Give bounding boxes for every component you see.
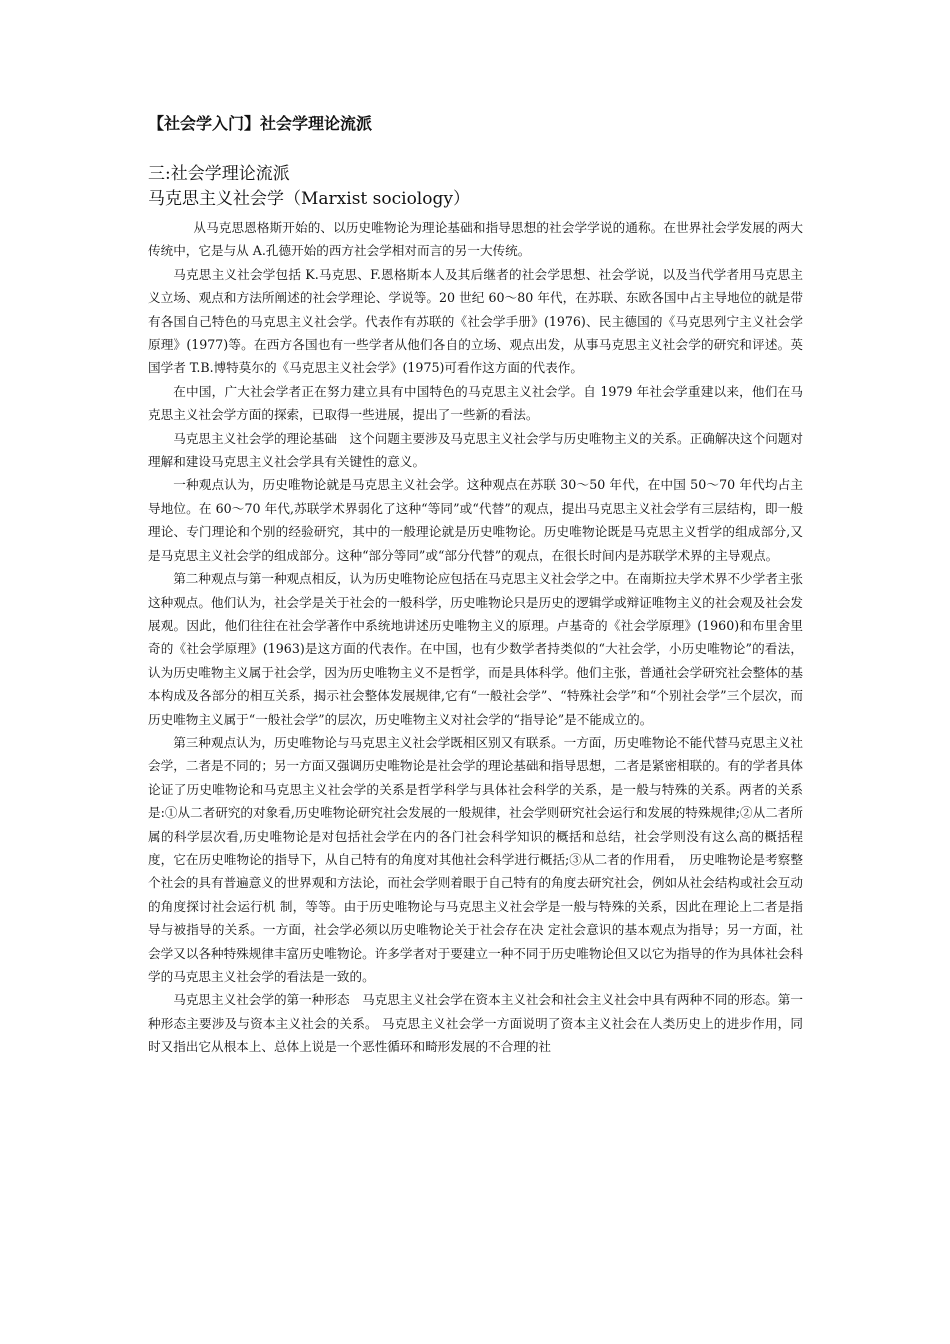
paragraph-second-view: 第二种观点与第一种观点相反，认为历史唯物论应包括在马克思主义社会学之中。在南斯拉夫学术界不少学者主张这种观点。他们认为，社会学是关于社会的一般科学，历史唯物论只是历史的逻辑学或辩证唯物主义的社会观及社会发展观。因此，他们往往在社会学著作中系统地讲述历史唯物主义的原理。卢基奇的《社会学原理》(1960)和布里舍里奇的《社会学原理》(1963)是这方面的代表作。在中国，也有少数学者持类似的“大社会学，小历史唯物论”的看法，认为历史唯物主义属于社会学，因为历史唯物主义不是哲学，而是具体科学。他们主张，普通社会学研究社会整体的基本构成及各部分的相互关系，揭示社会整体发展规律,它有“一般社会学”、“特殊社会学”和“个别社会学”三个层次，而历史唯物主义属于“一般社会学”的层次，历史唯物主义对社会学的“指导论”是不能成立的。: [148, 571, 803, 727]
paragraph-first-view: 一种观点认为，历史唯物论就是马克思主义社会学。这种观点在苏联 30～50 年代，在中国 50～70 年代均占主导地位。在 60～70 年代,苏联学术界弱化了这种“等同”或“代替”的观点，提出马克思主义社会学有三层结构，即一般理论、专门理论和个别的经验研究，其中的一般理论就是历史唯物论。历史唯物论既是马克思主义哲学的组成部分,又是马克思主义社会学的组成部分。这种“部分等同”或“部分代替”的观点，在很长时间内是苏联学术界的主导观点。: [148, 477, 803, 563]
paragraph-theoretical-basis: 马克思主义社会学的理论基础 这个问题主要涉及马克思主义社会学与历史唯物主义的关系。正确解决这个问题对理解和建设马克思主义社会学具有关键性的意义。: [148, 430, 803, 470]
paragraph-third-view: 第三种观点认为，历史唯物论与马克思主义社会学既相区别又有联系。一方面，历史唯物论不能代替马克思主义社会学，二者是不同的；另一方面又强调历史唯物论是社会学的理论基础和指导思想，二者是紧密相联的。有的学者具体论证了历史唯物论和马克思主义社会学的关系是哲学科学与具体社会科学的关系，是一般与特殊的关系。两者的关系是:①从二者研究的对象看,历史唯物论研究社会发展的一般规律，社会学则研究社会运行和发展的特殊规律;②从二者所属的科学层次看,历史唯物论是对包括社会学在内的各门社会科学知识的概括和总结，社会学则没有这么高的概括程度，它在历史唯物论的指导下，从自己特有的角度对其他社会科学进行概括;③从二者的作用看， 历史唯物论是考察整个社会的具有普遍意义的世界观和方法论，而社会学则着眼于自己特有的角度去研究社会，例如从社会结构或社会互动的角度探讨社会运行机 制，等等。由于历史唯物论与马克思主义社会学是一般与特殊的关系，因此在理论上二者是指导与被指导的关系。一方面，社会学必须以历史唯物论关于社会存在决 定社会意识的基本观点为指导；另一方面，社会学又以各种特殊规律丰富历史唯物论。许多学者对于要建立一种不同于历史唯物论但又以它为指导的作为具体社会科 学的马克思主义社会学的看法是一致的。: [148, 734, 803, 984]
paragraph-china: 在中国，广大社会学者正在努力建立具有中国特色的马克思主义社会学。自 1979 年社会学重建以来，他们在马克思主义社会学方面的探索，已取得一些进展，提出了一些新的看法。: [148, 383, 803, 423]
paragraph-first-form: 马克思主义社会学的第一种形态 马克思主义社会学在资本主义社会和社会主义社会中具有两种不同的形态。第一种形态主要涉及与资本主义社会的关系。 马克思主义社会学一方面说明了资本主义社会在人类历史上的进步作用，同时又指出它从根本上、总体上说是一个恶性循环和畸形发展的不合理的社: [148, 992, 803, 1055]
paragraph-definition: 从马克思恩格斯开始的、以历史唯物论为理论基础和指导思想的社会学学说的通称。在世界社会学发展的两大传统中，它是与从 A.孔德开始的西方社会学相对而言的另一大传统。: [148, 220, 803, 259]
document-page: [148, 112, 803, 1059]
subsection-heading: 马克思主义社会学（Marxist sociology）: [148, 189, 470, 209]
section-heading: 三:社会学理论流派: [148, 164, 290, 184]
document-title: 【社会学入门】社会学理论流派: [148, 114, 373, 133]
paragraph-scope: 马克思主义社会学包括 K.马克思、F.恩格斯本人及其后继者的社会学思想、社会学说，以及当代学者用马克思主义立场、观点和方法所阐述的社会学理论、学说等。20 世纪 60～80 年代，在苏联、东欧各国中占主导地位的就是带有各国自己特色的马克思主义社会学。代表作有苏联的《社会学手册》(1976)、民主德国的《马克思列宁主义社会学原理》(1977)等。在西方各国也有一些学者从他们各自的立场、观点出发，从事马克思主义社会学的研究和评述。英国学者 T.B.博特莫尔的《马克思主义社会学》(1975)可看作这方面的代表作。: [148, 266, 803, 376]
